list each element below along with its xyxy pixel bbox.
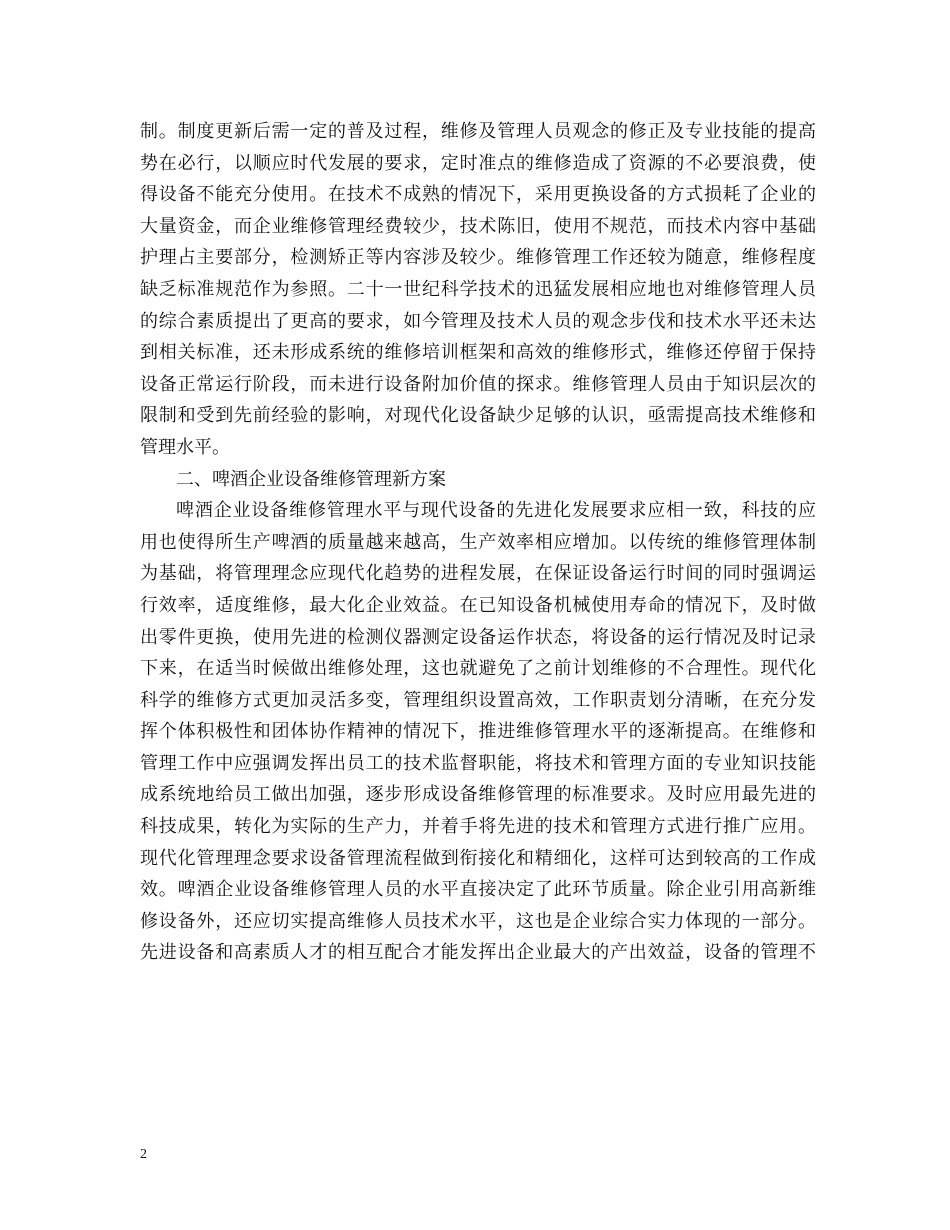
text-line: 管理水平。 <box>140 436 230 458</box>
text-line: 用也使得所生产啤酒的质量越来越高，生产效率相应增加。以传统的维修管理体制 <box>140 531 816 553</box>
text-line: 到相关标准，还未形成系统的维修培训框架和高效的维修形式，维修还停留于保持 <box>140 342 816 364</box>
text-line: 修设备外，还应切实提高维修人员技术水平，这也是企业综合实力体现的一部分。 <box>140 910 816 932</box>
text-line: 出零件更换，使用先进的检测仪器测定设备运作状态，将设备的运行情况及时记录 <box>140 626 816 648</box>
text-line: 的综合素质提出了更高的要求，如今管理及技术人员的观念步伐和技术水平还未达 <box>140 310 816 332</box>
text-line: 缺乏标准规范作为参照。二十一世纪科学技术的迅猛发展相应地也对维修管理人员 <box>140 278 816 300</box>
text-line: 管理工作中应强调发挥出员工的技术监督职能，将技术和管理方面的专业知识技能 <box>140 752 816 774</box>
text-line: 科技成果，转化为实际的生产力，并着手将先进的技术和管理方式进行推广应用。 <box>140 816 816 838</box>
text-line: 制。制度更新后需一定的普及过程，维修及管理人员观念的修正及专业技能的提高 <box>140 121 816 142</box>
text-line: 为基础，将管理理念应现代化趋势的进程发展，在保证设备运行时间的同时强调运 <box>140 563 816 585</box>
text-line: 效。啤酒企业设备维修管理人员的水平直接决定了此环节质量。除企业引用高新维 <box>140 879 816 901</box>
text-line: 啤酒企业设备维修管理水平与现代设备的先进化发展要求应相一致，科技的应 <box>176 500 816 522</box>
text-line: 二、啤酒企业设备维修管理新方案 <box>176 468 446 490</box>
document-body <box>140 116 816 969</box>
text-line: 护理占主要部分，检测矫正等内容涉及较少。维修管理工作还较为随意，维修程度 <box>140 247 816 269</box>
text-line: 行效率，适度维修，最大化企业效益。在已知设备机械使用寿命的情况下，及时做 <box>140 594 816 616</box>
paragraph <box>140 495 816 969</box>
section-heading <box>140 464 816 496</box>
text-line: 势在必行，以顺应时代发展的要求，定时准点的维修造成了资源的不必要浪费，使 <box>140 152 816 174</box>
text-line: 设备正常运行阶段，而未进行设备附加价值的探求。维修管理人员由于知识层次的 <box>140 373 816 395</box>
text-line: 大量资金，而企业维修管理经费较少，技术陈旧，使用不规范，而技术内容中基础 <box>140 215 816 237</box>
text-line: 先进设备和高素质人才的相互配合才能发挥出企业最大的产出效益，设备的管理不 <box>140 942 816 964</box>
text-line: 科学的维修方式更加灵活多变，管理组织设置高效，工作职责划分清晰，在充分发 <box>140 689 816 711</box>
text-line: 限制和受到先前经验的影响，对现代化设备缺少足够的认识，亟需提高技术维修和 <box>140 405 816 427</box>
text-line: 现代化管理理念要求设备管理流程做到衔接化和精细化，这样可达到较高的工作成 <box>140 847 816 869</box>
text-line: 得设备不能充分使用。在技术不成熟的情况下，采用更换设备的方式损耗了企业的 <box>140 184 816 206</box>
text-line: 成系统地给员工做出加强，逐步形成设备维修管理的标准要求。及时应用最先进的 <box>140 784 816 806</box>
text-line: 挥个体积极性和团体协作精神的情况下，推进维修管理水平的逐渐提高。在维修和 <box>140 721 816 743</box>
paragraph <box>140 116 816 464</box>
text-line: 下来，在适当时候做出维修处理，这也就避免了之前计划维修的不合理性。现代化 <box>140 658 816 680</box>
page-number: 2 <box>140 1147 147 1162</box>
